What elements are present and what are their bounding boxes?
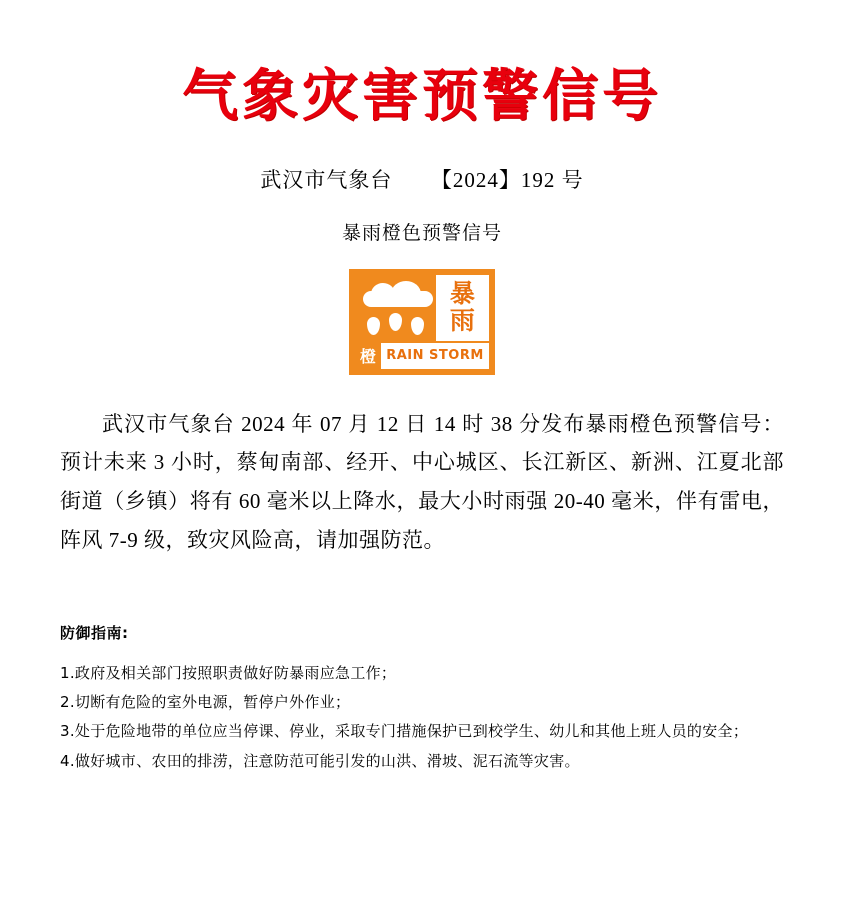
badge-footer — [355, 343, 489, 369]
rain-cloud-icon — [349, 269, 436, 343]
badge-english-label: RAIN STORM — [386, 348, 484, 364]
document-number: 【2024】192 号 — [430, 167, 584, 192]
badge-level-char: 橙 — [355, 343, 381, 369]
raindrops-icon — [365, 313, 433, 345]
rainstorm-orange-warning-icon — [347, 267, 497, 377]
guide-title: 防御指南: — [60, 623, 129, 642]
page-title: 气象灾害预警信号 — [182, 63, 662, 129]
list-item: 2.切断有危险的室外电源，暂停户外作业； — [60, 693, 351, 712]
badge-char-bottom: 雨 — [449, 305, 475, 335]
warning-badge-container — [60, 267, 784, 377]
list-item: 4.做好城市、农田的排涝，注意防范可能引发的山洪、滑坡、泥石流等灾害。 — [60, 751, 580, 770]
issuer-line — [60, 164, 784, 194]
list-item: 3.处于危险地带的单位应当停课、停业，采取专门措施保护已到校学生、幼儿和其他上班人员的安全； — [60, 722, 749, 741]
guide-list — [60, 659, 784, 776]
badge-chinese-label — [436, 275, 489, 341]
list-item: 1.政府及相关部门按照职责做好防暴雨应急工作； — [60, 663, 397, 682]
document-page — [0, 63, 844, 915]
cloud-icon — [363, 281, 433, 307]
signal-type-heading: 暴雨橙色预警信号 — [341, 222, 502, 244]
badge-char-top: 暴 — [449, 279, 475, 309]
warning-body-text: 武汉市气象台 2024 年 07 月 12 日 14 时 38 分发布暴雨橙色预警信号：预计未来 3 小时，蔡甸南部、经开、中心城区、长江新区、新洲、江夏北部街道（乡镇）将有 60 毫米以上降水，最大小时雨强 20-40 毫米，伴有雷电，阵风 7-9 级，致灾风险高，请加强防范。 — [60, 411, 784, 553]
issuer-name: 武汉市气象台 — [260, 167, 393, 192]
